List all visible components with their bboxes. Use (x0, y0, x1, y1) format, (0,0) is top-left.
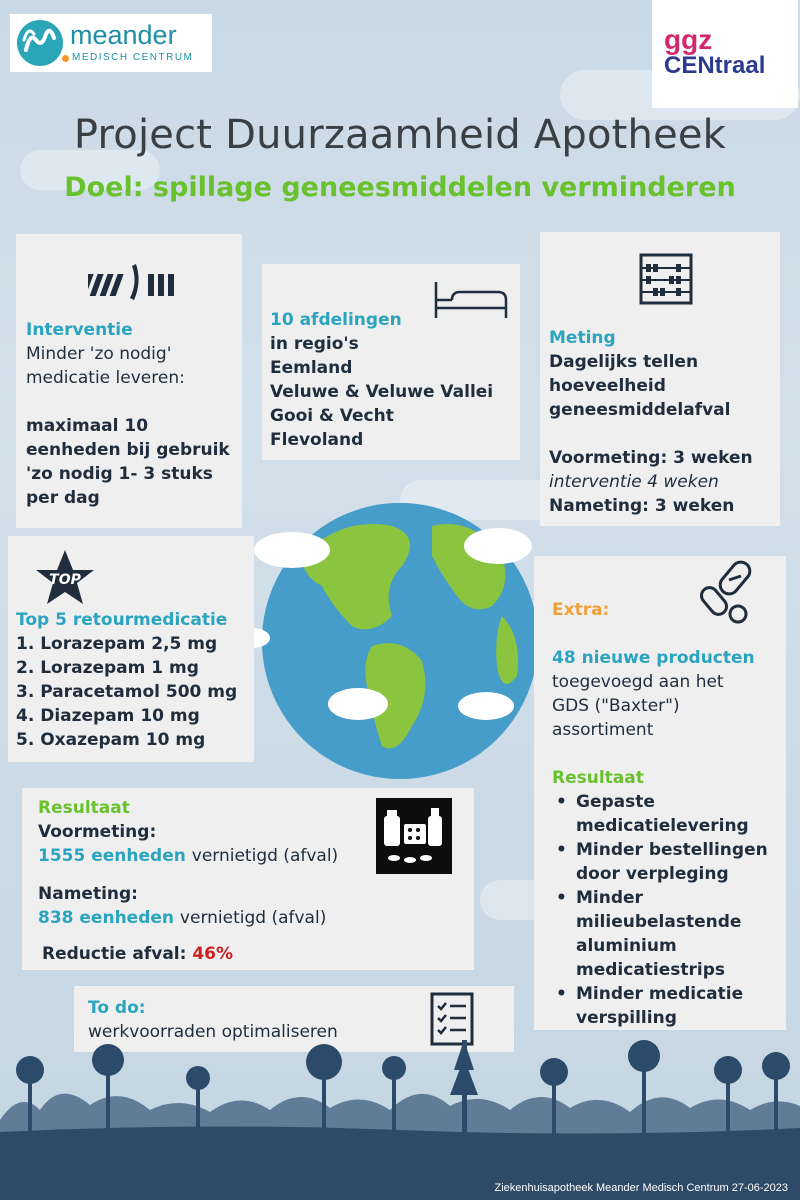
resultaat-card (22, 788, 474, 970)
meander-logo[interactable] (10, 14, 212, 72)
meting-line: Dagelijks tellen (549, 352, 699, 372)
result-line: medicatiestrips (576, 960, 726, 980)
meting-line: hoeveelheid (549, 376, 666, 396)
extra-highlight: 48 nieuwe producten (552, 648, 755, 668)
afdelingen-line: Eemland (270, 358, 353, 378)
afdelingen-line: Gooi & Vecht (270, 406, 394, 426)
todo-heading: To do: (88, 998, 146, 1018)
pills-strip-icon (88, 262, 188, 312)
list-item (552, 790, 784, 838)
top5-item: 5. Oxazepam 10 mg (16, 730, 206, 750)
centraal-text: CENtraal (664, 52, 766, 79)
extra-heading: Extra: (552, 600, 610, 620)
result-line: milieubelastende (576, 912, 742, 932)
todo-text: werkvoorraden optimaliseren (88, 1022, 338, 1042)
interventie-detail: maximaal 10 (26, 416, 149, 436)
result-line: verspilling (576, 1008, 677, 1028)
meting-card (540, 232, 780, 526)
interventie-card (16, 234, 242, 528)
top5-item: 1. Lorazepam 2,5 mg (16, 634, 218, 654)
voormeting-text: Voormeting: 3 weken (549, 448, 753, 468)
extra-line: assortiment (552, 720, 654, 740)
extra-line: toegevoegd aan het (552, 672, 724, 692)
top5-card (8, 536, 254, 762)
extra-card (534, 556, 786, 1030)
interventie-detail: 'zo nodig 1- 3 stuks (26, 464, 213, 484)
top-badge-text: TOP (49, 572, 81, 588)
afdelingen-heading: 10 afdelingen (270, 310, 402, 330)
result-line: • Minder medicatie (576, 984, 744, 1004)
meander-subtitle: MEDISCH CENTRUM (72, 52, 194, 63)
page-subtitle: Doel: spillage geneesmiddelen verminderen (64, 172, 736, 203)
afdelingen-line: Flevoland (270, 430, 364, 450)
reductie-label: Reductie afval: (42, 944, 187, 964)
interventie-detail: per dag (26, 488, 100, 508)
nameting-label: Nameting: (38, 884, 138, 904)
reductie-value: 46% (192, 944, 234, 964)
afdelingen-line: in regio's (270, 334, 359, 354)
list-item (552, 838, 784, 886)
afdelingen-card (262, 264, 520, 460)
list-item (552, 886, 784, 982)
resultaat-heading: Resultaat (38, 798, 130, 818)
checklist-icon (430, 992, 474, 1046)
cloud (458, 692, 514, 720)
interventie-detail: eenheden bij gebruik (26, 440, 230, 460)
interventie-line: medicatie leveren: (26, 368, 185, 388)
top5-item: 4. Diazepam 10 mg (16, 706, 200, 726)
nameting-text: Nameting: 3 weken (549, 496, 735, 516)
list-item (552, 982, 784, 1030)
result-line: door verpleging (576, 864, 729, 884)
extra-result-heading: Resultaat (552, 768, 644, 788)
abacus-icon (638, 252, 694, 306)
meting-line: geneesmiddelafval (549, 400, 731, 420)
result-line: medicatielevering (576, 816, 749, 836)
tree-silhouette-landscape (0, 1040, 800, 1200)
top5-heading: Top 5 retourmedicatie (16, 610, 228, 630)
cloud (328, 688, 388, 720)
orange-dot (62, 55, 69, 62)
top5-item: 3. Paracetamol 500 mg (16, 682, 238, 702)
na-suffix: vernietigd (afval) (179, 908, 327, 928)
result-line: • Minder bestellingen (576, 840, 768, 860)
extra-line: GDS ("Baxter") (552, 696, 680, 716)
result-line: • Gepaste (576, 792, 655, 812)
interventie-period: interventie 4 weken (549, 472, 719, 492)
voor-suffix: vernietigd (afval) (191, 846, 339, 866)
result-line: • Minder (576, 888, 643, 908)
interventie-heading: Interventie (26, 320, 133, 340)
afdelingen-line: Veluwe & Veluwe Vallei (270, 382, 494, 402)
cloud (254, 532, 330, 568)
result-line: aluminium (576, 936, 677, 956)
extra-results-list (552, 790, 784, 1030)
ggz-text: ggz (664, 24, 713, 55)
voormeting-label: Voormeting: (38, 822, 157, 842)
meander-name: meander (70, 20, 177, 50)
footer-credit: Ziekenhuisapotheek Meander Medisch Centrum 27-06-2023 (494, 1182, 788, 1194)
earth-globe-illustration (232, 486, 558, 792)
cloud (464, 528, 532, 564)
meting-heading: Meting (549, 328, 616, 348)
top5-item: 2. Lorazepam 1 mg (16, 658, 199, 678)
ggz-centraal-logo[interactable] (652, 0, 798, 108)
top-badge (34, 548, 96, 608)
page-title: Project Duurzaamheid Apotheek (73, 112, 727, 158)
interventie-line: Minder 'zo nodig' (26, 344, 172, 364)
na-value: 838 eenheden (38, 908, 174, 928)
voor-value: 1555 eenheden (38, 846, 186, 866)
